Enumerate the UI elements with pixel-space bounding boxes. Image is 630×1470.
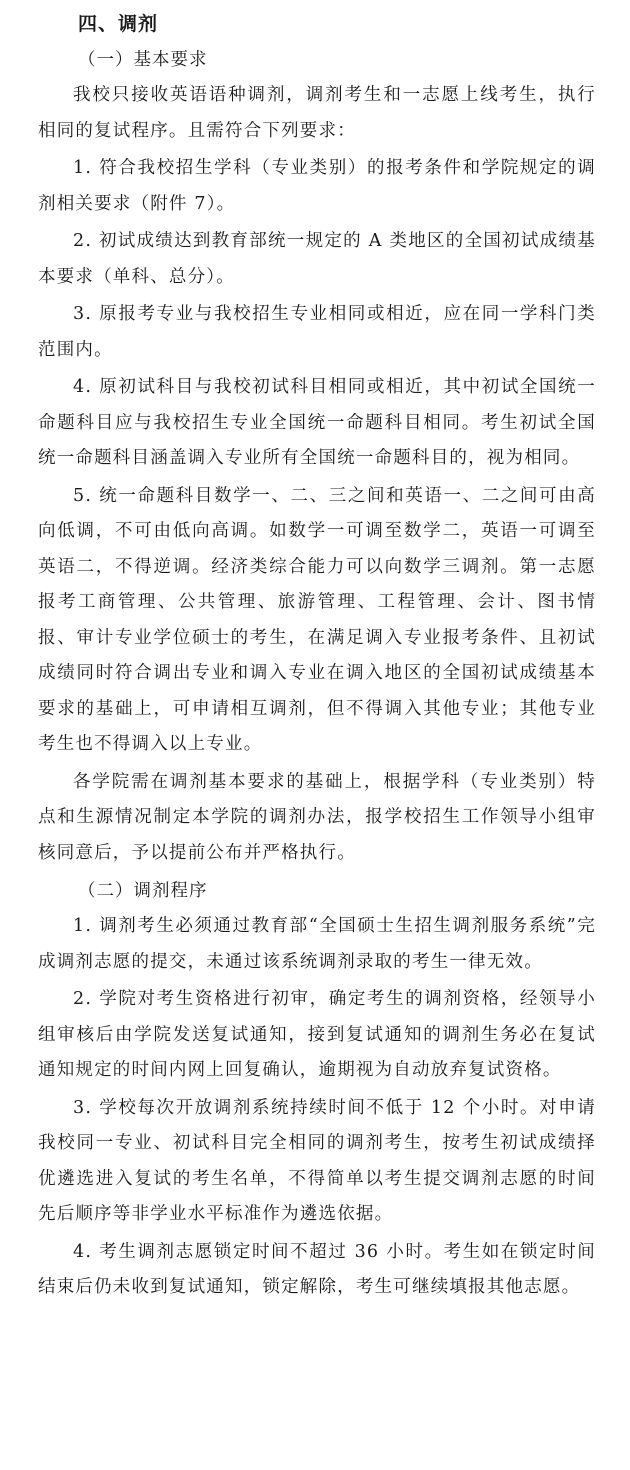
procedure-item-3: 3. 学校每次开放调剂系统持续时间不低于 12 个小时。对申请我校同一专业、初试科目完全相同的调剂考生，按考生初试成绩择优遴选进入复试的考生名单，不得简单以考生提交调剂志愿的时间先后顺序等非学业水平标准作为遴选依据。 <box>38 1097 596 1224</box>
requirement-item-4: 4. 原初试科目与我校初试科目相同或相近，其中初试全国统一命题科目应与我校招生专业全国统一命题科目相同。考生初试全国统一命题科目涵盖调入专业所有全国统一命题科目的，视为相同。 <box>38 377 596 468</box>
requirement-item-1: 1. 符合我校招生学科（专业类别）的报考条件和学院规定的调剂相关要求（附件 7）。 <box>38 158 596 214</box>
procedure-item-1: 1. 调剂考生必须通过教育部“全国硕士生招生调剂服务系统”完成调剂志愿的提交，未通过该系统调剂录取的考生一律无效。 <box>38 916 596 972</box>
closing-paragraph: 各学院需在调剂基本要求的基础上，根据学科（专业类别）特点和生源情况制定本学院的调剂办法，报学校招生工作领导小组审核同意后，予以提前公布并严格执行。 <box>38 771 596 863</box>
procedure-item-4: 4. 考生调剂志愿锁定时间不超过 36 小时。考生如在锁定时间结束后仍未收到复试通知，锁定解除，考生可继续填报其他志愿。 <box>38 1241 596 1297</box>
requirement-item-5: 5. 统一命题科目数学一、二、三之间和英语一、二之间可由高向低调，不可由低向高调。如数学一可调至数学二，英语一可调至英语二，不得逆调。经济类综合能力可以向数学三调剂。第一志愿报考工商管理、公共管理、旅游管理、工程管理、会计、图书情报、审计专业学位硕士的考生，在满足调入专业报考条件、且初试成绩同时符合调出专业和调入专业在调入地区的全国初试成绩基本要求的基础上，可申请相互调剂，但不得调入其他专业；其他专业考生也不得调入以上专业。 <box>38 485 596 754</box>
procedure-item-2: 2. 学院对考生资格进行初审，确定考生的调剂资格，经领导小组审核后由学院发送复试通知，接到复试通知的调剂生务必在复试通知规定的时间内网上回复确认，逾期视为自动放弃复试资格。 <box>38 989 596 1080</box>
intro-paragraph: 我校只接收英语语种调剂，调剂考生和一志愿上线考生，执行相同的复试程序。且需符合下列要求： <box>38 85 596 141</box>
section-heading: 四、调剂 <box>78 13 159 35</box>
subsection-title-procedure: （二）调剂程序 <box>78 881 208 901</box>
subsection-title-basic-requirements: （一）基本要求 <box>78 50 208 70</box>
requirement-item-3: 3. 原报考专业与我校招生专业相同或相近，应在同一学科门类范围内。 <box>38 304 596 360</box>
requirement-item-2: 2. 初试成绩达到教育部统一规定的 A 类地区的全国初试成绩基本要求（单科、总分）。 <box>38 231 596 287</box>
